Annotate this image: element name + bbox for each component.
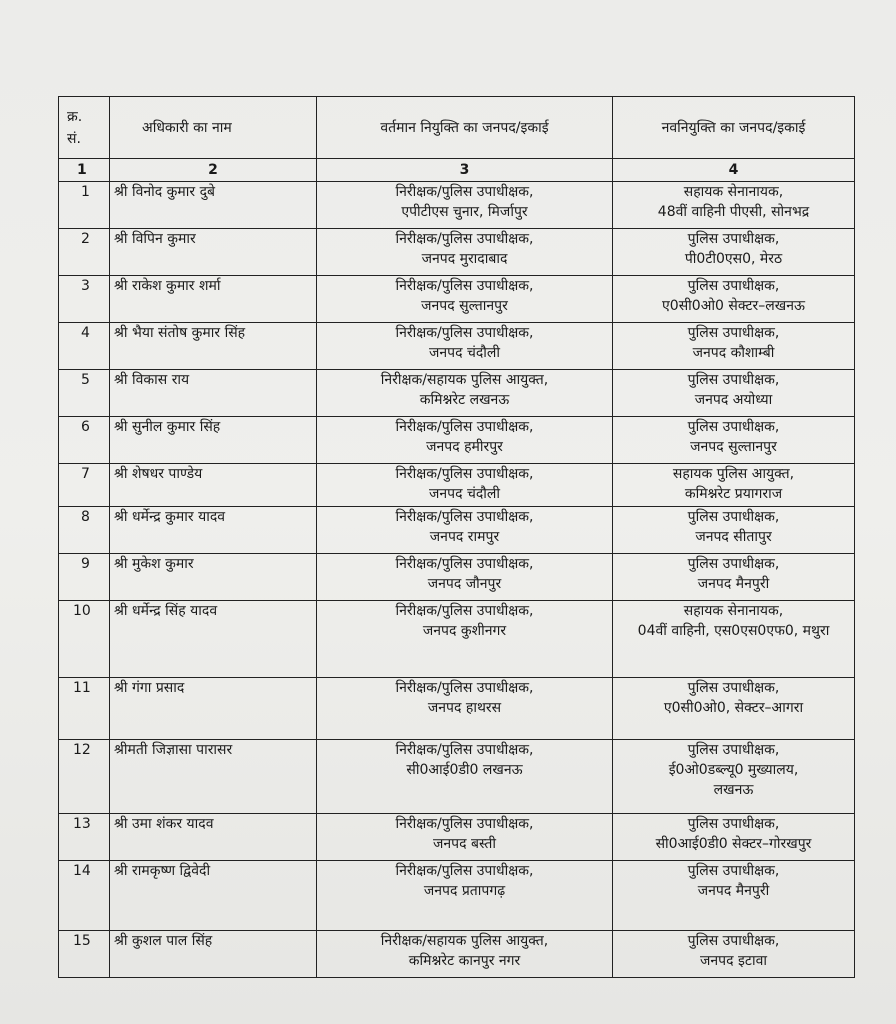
- new-posting-line: जनपद कौशाम्बी: [692, 345, 775, 361]
- current-posting-line: कमिश्नरेट लखनऊ: [419, 392, 510, 408]
- new-posting-line: पुलिस उपाधीक्षक,: [687, 742, 780, 758]
- new-posting-line: 04वीं वाहिनी, एस0एस0एफ0, मथुरा: [637, 623, 830, 639]
- new-posting-line: पुलिस उपाधीक्षक,: [687, 231, 780, 247]
- current-posting-line: जनपद कुशीनगर: [422, 623, 507, 639]
- current-posting-cell: [317, 814, 613, 861]
- new-posting-cell: [613, 464, 855, 507]
- current-posting-line: निरीक्षक/सहायक पुलिस आयुक्त,: [380, 933, 549, 949]
- serial-number-cell: 11: [59, 678, 110, 740]
- table-row: [59, 182, 855, 229]
- new-posting-cell: [613, 601, 855, 678]
- current-posting-line: निरीक्षक/पुलिस उपाधीक्षक,: [395, 680, 534, 696]
- current-posting-line: निरीक्षक/पुलिस उपाधीक्षक,: [395, 742, 534, 758]
- column-number: 3: [317, 159, 613, 182]
- new-posting-line: सहायक पुलिस आयुक्त,: [672, 466, 795, 482]
- serial-number-cell: 2: [59, 229, 110, 276]
- new-posting-line: पी0टी0एस0, मेरठ: [684, 251, 783, 267]
- new-posting-line: सहायक सेनानायक,: [683, 603, 784, 619]
- new-posting-cell: [613, 370, 855, 417]
- current-posting-line: निरीक्षक/पुलिस उपाधीक्षक,: [395, 466, 534, 482]
- new-posting-line: जनपद मैनपुरी: [697, 883, 770, 899]
- new-posting-line: पुलिस उपाधीक्षक,: [687, 325, 780, 341]
- current-posting-line: निरीक्षक/पुलिस उपाधीक्षक,: [395, 509, 534, 525]
- table-row: [59, 417, 855, 464]
- table-row: [59, 601, 855, 678]
- officer-name-cell: श्री विनोद कुमार दुबे: [110, 182, 317, 229]
- new-posting-line: पुलिस उपाधीक्षक,: [687, 556, 780, 572]
- serial-number-cell: 1: [59, 182, 110, 229]
- header-name: अधिकारी का नाम: [110, 97, 317, 159]
- officer-name-cell: श्री गंगा प्रसाद: [110, 678, 317, 740]
- table-row: [59, 814, 855, 861]
- officer-name-cell: श्री कुशल पाल सिंह: [110, 931, 317, 978]
- table-row: [59, 861, 855, 931]
- new-posting-cell: [613, 417, 855, 464]
- new-posting-cell: [613, 276, 855, 323]
- table-row: [59, 507, 855, 554]
- header-serial-line2: सं.: [67, 130, 81, 147]
- column-number: 2: [110, 159, 317, 182]
- new-posting-line: पुलिस उपाधीक्षक,: [687, 680, 780, 696]
- officer-name-cell: श्री रामकृष्ण द्विवेदी: [110, 861, 317, 931]
- table-row: [59, 229, 855, 276]
- table-row: [59, 740, 855, 814]
- new-posting-cell: [613, 740, 855, 814]
- new-posting-cell: [613, 814, 855, 861]
- new-posting-line: जनपद मैनपुरी: [697, 576, 770, 592]
- new-posting-line: पुलिस उपाधीक्षक,: [687, 419, 780, 435]
- current-posting-line: जनपद बस्ती: [432, 836, 497, 852]
- table-row: [59, 276, 855, 323]
- current-posting-line: कमिश्नरेट कानपुर नगर: [408, 953, 521, 969]
- new-posting-line: जनपद अयोध्या: [694, 392, 773, 408]
- officer-name-cell: श्री शेषधर पाण्डेय: [110, 464, 317, 507]
- table-row: [59, 464, 855, 507]
- new-posting-line: पुलिस उपाधीक्षक,: [687, 278, 780, 294]
- new-posting-line: पुलिस उपाधीक्षक,: [687, 372, 780, 388]
- current-posting-cell: [317, 861, 613, 931]
- current-posting-cell: [317, 507, 613, 554]
- current-posting-line: निरीक्षक/पुलिस उपाधीक्षक,: [395, 816, 534, 832]
- current-posting-line: जनपद रामपुर: [429, 529, 500, 545]
- officer-name-cell: श्री मुकेश कुमार: [110, 554, 317, 601]
- serial-number-cell: 6: [59, 417, 110, 464]
- new-posting-line: पुलिस उपाधीक्षक,: [687, 863, 780, 879]
- new-posting-line: लखनऊ: [713, 782, 754, 798]
- current-posting-line: जनपद मुरादाबाद: [421, 251, 508, 267]
- header-serial: [59, 97, 110, 159]
- officer-name-cell: श्री राकेश कुमार शर्मा: [110, 276, 317, 323]
- header-new-posting: नवनियुक्ति का जनपद/इकाई: [613, 97, 855, 159]
- current-posting-cell: [317, 417, 613, 464]
- current-posting-line: निरीक्षक/पुलिस उपाधीक्षक,: [395, 419, 534, 435]
- table-row: [59, 370, 855, 417]
- serial-number-cell: 9: [59, 554, 110, 601]
- current-posting-cell: [317, 464, 613, 507]
- current-posting-cell: [317, 323, 613, 370]
- new-posting-line: 48वीं वाहिनी पीएसी, सोनभद्र: [657, 204, 810, 220]
- serial-number-cell: 3: [59, 276, 110, 323]
- current-posting-line: जनपद जौनपुर: [427, 576, 502, 592]
- current-posting-line: निरीक्षक/पुलिस उपाधीक्षक,: [395, 603, 534, 619]
- officer-name-cell: श्री सुनील कुमार सिंह: [110, 417, 317, 464]
- column-number: 1: [59, 159, 110, 182]
- current-posting-line: सी0आई0डी0 लखनऊ: [406, 762, 523, 778]
- table-row: [59, 678, 855, 740]
- table-row: [59, 554, 855, 601]
- new-posting-line: जनपद इटावा: [700, 953, 767, 969]
- serial-number-cell: 15: [59, 931, 110, 978]
- officer-name-cell: श्री धर्मेन्द्र कुमार यादव: [110, 507, 317, 554]
- serial-number-cell: 7: [59, 464, 110, 507]
- new-posting-line: पुलिस उपाधीक्षक,: [687, 816, 780, 832]
- new-posting-line: जनपद सुल्तानपुर: [690, 439, 777, 455]
- current-posting-cell: [317, 370, 613, 417]
- current-posting-cell: [317, 740, 613, 814]
- current-posting-cell: [317, 229, 613, 276]
- current-posting-cell: [317, 554, 613, 601]
- current-posting-line: जनपद चंदौली: [428, 486, 501, 502]
- current-posting-line: जनपद सुल्तानपुर: [421, 298, 508, 314]
- new-posting-cell: [613, 323, 855, 370]
- new-posting-cell: [613, 229, 855, 276]
- column-number-row: [59, 159, 855, 182]
- current-posting-cell: [317, 182, 613, 229]
- header-serial-line1: क्र.: [67, 108, 83, 125]
- header-current-posting: वर्तमान नियुक्ति का जनपद/इकाई: [317, 97, 613, 159]
- serial-number-cell: 10: [59, 601, 110, 678]
- new-posting-line: पुलिस उपाधीक्षक,: [687, 933, 780, 949]
- table-row: [59, 323, 855, 370]
- current-posting-line: निरीक्षक/पुलिस उपाधीक्षक,: [395, 556, 534, 572]
- current-posting-line: जनपद चंदौली: [428, 345, 501, 361]
- officer-name-cell: श्री उमा शंकर यादव: [110, 814, 317, 861]
- new-posting-line: जनपद सीतापुर: [695, 529, 772, 545]
- officer-name-cell: श्रीमती जिज्ञासा पारासर: [110, 740, 317, 814]
- officer-name-cell: श्री विपिन कुमार: [110, 229, 317, 276]
- serial-number-cell: 14: [59, 861, 110, 931]
- new-posting-line: ई0ओ0डब्ल्यू0 मुख्यालय,: [668, 762, 799, 778]
- current-posting-line: निरीक्षक/सहायक पुलिस आयुक्त,: [380, 372, 549, 388]
- serial-number-cell: 12: [59, 740, 110, 814]
- officer-name-cell: श्री धर्मेन्द्र सिंह यादव: [110, 601, 317, 678]
- current-posting-line: निरीक्षक/पुलिस उपाधीक्षक,: [395, 231, 534, 247]
- new-posting-cell: [613, 678, 855, 740]
- header-row: [59, 97, 855, 159]
- serial-number-cell: 13: [59, 814, 110, 861]
- column-number: 4: [613, 159, 855, 182]
- current-posting-cell: [317, 678, 613, 740]
- new-posting-line: सहायक सेनानायक,: [683, 184, 784, 200]
- serial-number-cell: 5: [59, 370, 110, 417]
- table-body: [59, 182, 855, 978]
- new-posting-cell: [613, 931, 855, 978]
- new-posting-cell: [613, 182, 855, 229]
- current-posting-line: जनपद हमीरपुर: [426, 439, 503, 455]
- current-posting-line: जनपद प्रतापगढ़: [423, 883, 506, 899]
- new-posting-line: ए0सी0ओ0 सेक्टर–लखनऊ: [662, 298, 805, 314]
- new-posting-line: ए0सी0ओ0, सेक्टर–आगरा: [663, 700, 804, 716]
- officer-name-cell: श्री भैया संतोष कुमार सिंह: [110, 323, 317, 370]
- new-posting-cell: [613, 554, 855, 601]
- current-posting-cell: [317, 931, 613, 978]
- current-posting-cell: [317, 276, 613, 323]
- current-posting-cell: [317, 601, 613, 678]
- transfer-table: [58, 96, 855, 978]
- new-posting-cell: [613, 507, 855, 554]
- serial-number-cell: 8: [59, 507, 110, 554]
- current-posting-line: निरीक्षक/पुलिस उपाधीक्षक,: [395, 863, 534, 879]
- current-posting-line: निरीक्षक/पुलिस उपाधीक्षक,: [395, 278, 534, 294]
- serial-number-cell: 4: [59, 323, 110, 370]
- current-posting-line: निरीक्षक/पुलिस उपाधीक्षक,: [395, 184, 534, 200]
- new-posting-line: पुलिस उपाधीक्षक,: [687, 509, 780, 525]
- new-posting-line: सी0आई0डी0 सेक्टर–गोरखपुर: [655, 836, 812, 852]
- current-posting-line: एपीटीएस चुनार, मिर्जापुर: [401, 204, 528, 220]
- current-posting-line: निरीक्षक/पुलिस उपाधीक्षक,: [395, 325, 534, 341]
- new-posting-line: कमिश्नरेट प्रयागराज: [684, 486, 783, 502]
- new-posting-cell: [613, 861, 855, 931]
- officer-name-cell: श्री विकास राय: [110, 370, 317, 417]
- table-row: [59, 931, 855, 978]
- current-posting-line: जनपद हाथरस: [427, 700, 502, 716]
